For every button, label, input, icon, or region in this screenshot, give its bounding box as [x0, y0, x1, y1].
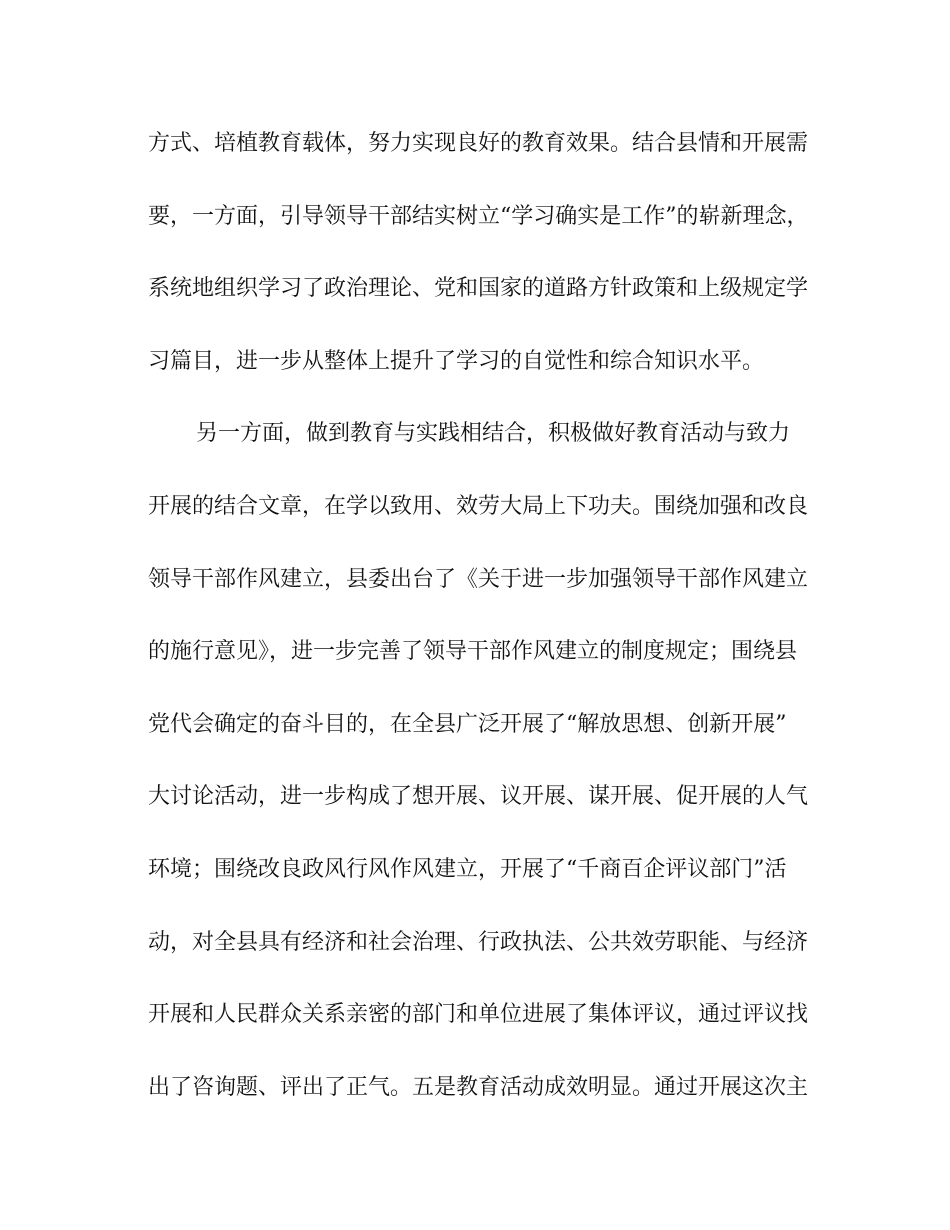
text-line: 环境；围绕改良政风行风作风建立，开展了“千商百企评议部门”活 [148, 856, 787, 882]
text-line: 开展和人民群众关系亲密的部门和单位进展了集体评议，通过评议找 [148, 1002, 809, 1028]
text-line: 要，一方面，引导领导干部结实树立“学习确实是工作”的崭新理念， [148, 203, 809, 229]
paragraph-start-line: 另一方面，做到教育与实践相结合，积极做好教育活动与致力 [196, 421, 791, 447]
text-line: 习篇目，进一步从整体上提升了学习的自觉性和综合知识水平。 [148, 348, 765, 374]
text-line: 领导干部作风建立，县委出台了《关于进一步加强领导干部作风建立 [148, 566, 809, 592]
text-line: 出了咨询题、评出了正气。五是教育活动成效明显。通过开展这次主 [148, 1074, 809, 1100]
text-line: 的施行意见》，进一步完善了领导干部作风建立的制度规定；围绕县 [148, 639, 798, 665]
document-body [148, 120, 808, 1136]
text-line: 系统地组织学习了政治理论、党和国家的道路方针政策和上级规定学 [148, 276, 809, 302]
text-line: 开展的结合文章，在学以致用、效劳大局上下功夫。围绕加强和改良 [148, 493, 809, 519]
text-line: 党代会确定的奋斗目的，在全县广泛开展了“解放思想、创新开展” [148, 711, 787, 737]
text-line: 方式、培植教育载体，努力实现良好的教育效果。结合县情和开展需 [148, 131, 809, 156]
text-line: 动，对全县具有经济和社会治理、行政执法、公共效劳职能、与经济 [148, 929, 809, 955]
text-line: 大讨论活动，进一步构成了想开展、议开展、谋开展、促开展的人气 [148, 784, 809, 810]
